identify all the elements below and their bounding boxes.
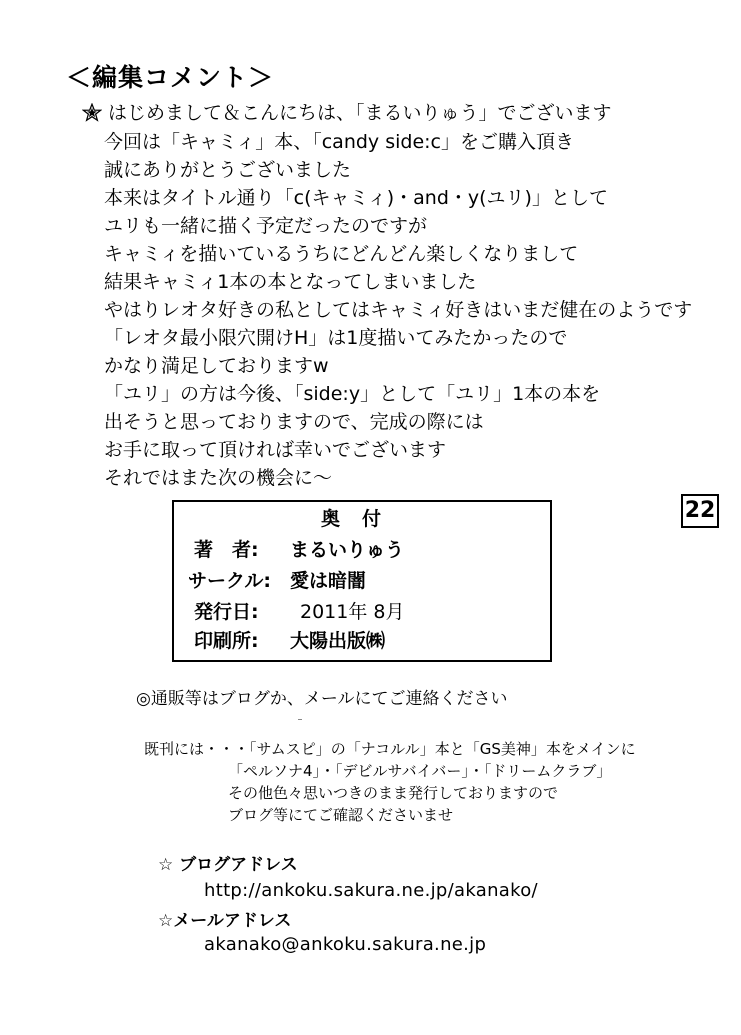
- circle-value: 愛は暗闇: [290, 570, 367, 592]
- section-heading: ＜編集コメント＞: [66, 63, 275, 92]
- message-line: やはりレオタ好きの私としてはキャミィ好きはいまだ健在のようです: [104, 299, 693, 321]
- message-line: それではまた次の機会に～: [104, 467, 333, 489]
- message-line: かなり満足しておりますw: [104, 355, 329, 377]
- message-first-line-text: はじめまして＆こんにちは、「まるいりゅう」でございます: [108, 102, 612, 124]
- mail-order-notice: ◎通販等はブログか、メールにてご連絡ください: [136, 689, 508, 709]
- previous-works-line: 「ペルソナ4」・「デビルサバイバー」・「ドリームクラブ」: [228, 762, 612, 780]
- mail-address-link[interactable]: akanako@ankoku.sakura.ne.jp: [204, 934, 487, 955]
- message-line: ユリも一緒に描く予定だったのですが: [104, 215, 428, 237]
- printer-value: 大陽出版㈱: [290, 630, 386, 652]
- message-line: 出そうと思っておりますので、完成の際には: [104, 411, 484, 433]
- message-line: 今回は「キャミィ」本、「candy side:c」をご購入頂き: [104, 131, 574, 153]
- previous-works-line: ブログ等にてご確認くださいませ: [228, 806, 454, 824]
- page-number: 22: [681, 494, 719, 528]
- message-line: 誠にありがとうございました: [104, 159, 352, 181]
- divider-mark: [298, 719, 302, 720]
- star-icon: [82, 102, 108, 124]
- message-line: 「ユリ」の方は今後、「side:y」として「ユリ」1本の本を: [104, 383, 601, 405]
- author-value: まるいりゅう: [290, 539, 405, 561]
- message-line: 結果キャミィ1本の本となってしまいました: [104, 271, 477, 293]
- date-value: 2011年 8月: [300, 601, 405, 623]
- message-line: 「レオタ最小限穴開けH」は1度描いてみたかったので: [104, 327, 568, 349]
- previous-works-line: 既刊には・・・「サムスピ」の「ナコルル」本と「GS美神」本をメインに: [144, 740, 636, 758]
- previous-works-line: その他色々思いつきのまま発行しておりますので: [228, 784, 559, 802]
- circle-label: サークル:: [188, 570, 272, 592]
- blog-address-label: ☆ ブログアドレス: [158, 855, 298, 875]
- colophon-box: [172, 500, 552, 662]
- message-first-line: [82, 98, 612, 125]
- message-line: 本来はタイトル通り「c(キャミィ)・and・y(ユリ)」として: [104, 187, 608, 209]
- date-label: 発行日:: [194, 601, 259, 623]
- message-line: キャミィを描いているうちにどんどん楽しくなりまして: [104, 243, 579, 265]
- author-label: 著 者:: [194, 539, 259, 561]
- mail-address-label: ☆メールアドレス: [158, 911, 292, 931]
- message-line: お手に取って頂ければ幸いでございます: [104, 439, 447, 461]
- blog-url-link[interactable]: http://ankoku.sakura.ne.jp/akanako/: [204, 880, 538, 901]
- colophon-title: 奥付: [320, 508, 403, 530]
- printer-label: 印刷所:: [194, 630, 259, 652]
